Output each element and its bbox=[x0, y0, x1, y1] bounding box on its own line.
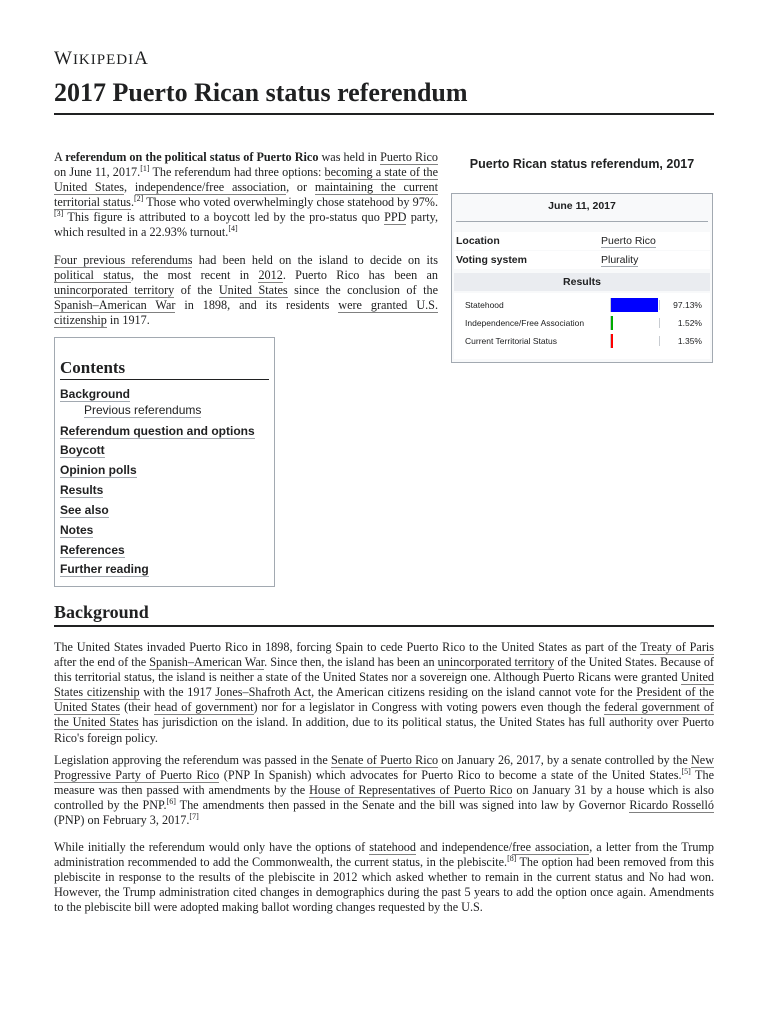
link-political-status[interactable]: political status bbox=[54, 268, 132, 283]
link-spanish-american-war[interactable]: Spanish–American War bbox=[54, 298, 176, 313]
link-senate-of-puerto-rico[interactable]: Senate of Puerto Rico bbox=[330, 753, 439, 767]
link-jones-shafroth-act[interactable]: Jones–Shafroth Act bbox=[215, 685, 312, 700]
toc-item-results[interactable]: Results bbox=[60, 483, 104, 497]
logo-small-caps: IKIPEDI bbox=[72, 52, 135, 68]
infobox-row-location bbox=[454, 232, 710, 250]
link-head-of-government[interactable]: head of government bbox=[154, 700, 254, 715]
lead-paragraph-1: A referendum on the political status of Puerto Rico was held in Puerto Rico on June 11, 2017.[1] The referendum had three options: becoming a state of the United States, independence/free association, or maintaining the current territorial status.[2] Those who voted overwhelmingly chose statehood by 97%.[3] This figure is attributed to a boycott led by the pro-status quo PPD party, which resulted in a 22.93% turnout.[4] bbox=[54, 150, 439, 240]
background-paragraph-1: The United States invaded Puerto Rico in 1898, forcing Spain to cede Puerto Rico to the United States as part of the Treaty of Paris after the end of the Spanish–American War. Since then, the island has been an unincorporated territory of the United States. Because of this territorial status, the island is neither a state of the United States nor a sovereign one. Although Puerto Ricans were granted United States citizenship with the 1917 Jones–Shafroth Act, the American citizens residing on the island cannot vote for the President of the United States (their head of government) nor for a legislator in Congress with voting powers even though the federal government of the United States has jurisdiction on the island. In addition, due to its political status, the United States has full authority over Puerto Rico's foreign policy. bbox=[54, 640, 715, 745]
toc-item-background[interactable]: Background bbox=[60, 387, 131, 401]
infobox-divider bbox=[456, 221, 708, 222]
result-option: Independence/Free Association bbox=[465, 318, 585, 328]
link-president[interactable]: President of the United States bbox=[54, 685, 714, 715]
link-new-progressive-party[interactable]: New Progressive Party of Puerto Rico bbox=[54, 753, 714, 783]
infobox bbox=[451, 156, 713, 346]
link-ppd[interactable]: PPD bbox=[384, 210, 407, 225]
result-row-statehood bbox=[454, 296, 710, 314]
infobox-date: June 11, 2017 bbox=[548, 200, 616, 212]
toc-item-see-also[interactable]: See also bbox=[60, 503, 109, 517]
result-bar bbox=[610, 334, 613, 348]
toc-item-boycott[interactable]: Boycott bbox=[60, 443, 105, 457]
toc-item-previous-referendums[interactable]: Previous referendums bbox=[84, 403, 202, 417]
result-row-independence bbox=[454, 314, 710, 332]
result-bar bbox=[610, 316, 613, 330]
background-paragraph-3: While initially the referendum would only have the options of statehood and independence/free association, a letter from the Trump administration recommended to add the Commonwealth, the current status, in the plebiscite.[8] The option had been removed from this plebiscite in response to the results of the plebiscite in 2012 which asked whether to remain in the current status and No had won. However, the Trump administration cited changes in demographics during the past 5 years to add the option once again. Amendments to the plebiscite bill were adopted making ballot wording changes requested by the U.S. bbox=[54, 840, 715, 915]
link-four-previous-referendums[interactable]: Four previous referendums bbox=[54, 253, 193, 267]
link-2012[interactable]: 2012 bbox=[258, 268, 283, 283]
lead-paragraph-2: Four previous referendums had been held on the island to decide on its political status, the most recent in 2012. Puerto Rico has been an unincorporated territory of the United States since the conclusion of the Spanish–American War in 1898, and its residents were granted U.S. citizenship in 1917. bbox=[54, 253, 439, 328]
toc-item-notes[interactable]: Notes bbox=[60, 523, 94, 537]
section-heading-background: Background bbox=[54, 602, 714, 627]
result-bar bbox=[610, 298, 658, 312]
infobox-row-voting-system bbox=[454, 251, 710, 269]
wikipedia-logo[interactable] bbox=[54, 48, 149, 70]
toc-item-opinion-polls[interactable]: Opinion polls bbox=[60, 463, 137, 477]
background-paragraph-2: Legislation approving the referendum was passed in the Senate of Puerto Rico on January 26, 2017, by a senate controlled by the New Progressive Party of Puerto Rico (PNP In Spanish) which advocates for Puerto Rico to become a state of the United States.[5] The measure was then passed with amendments by the House of Representatives of Puerto Rico on January 31 by a house which is also controlled by the PNP.[6] The amendments then passed in the Senate and the bill was signed into law by Governor Ricardo Rosselló (PNP) on February 3, 2017.[7] bbox=[54, 753, 714, 828]
table-of-contents bbox=[54, 337, 275, 587]
link-free-association[interactable]: free association bbox=[512, 840, 590, 854]
voting-system-value[interactable]: Plurality bbox=[601, 254, 639, 266]
link-spanish-american-war-2[interactable]: Spanish–American War bbox=[149, 655, 265, 670]
infobox-table bbox=[451, 193, 713, 363]
logo-letter-w: W bbox=[54, 48, 73, 69]
link-citizenship[interactable]: were granted U.S. citizenship bbox=[54, 298, 438, 328]
toc-item-references[interactable]: References bbox=[60, 543, 125, 557]
link-treaty-of-paris[interactable]: Treaty of Paris bbox=[640, 640, 715, 654]
results-table bbox=[454, 293, 710, 359]
location-label: Location bbox=[456, 235, 500, 247]
link-becoming-a-state[interactable]: becoming a state of the United States bbox=[54, 165, 438, 195]
link-independence[interactable]: independence/free association bbox=[134, 180, 287, 195]
result-row-current-status bbox=[454, 332, 710, 350]
page-title: 2017 Puerto Rican status referendum bbox=[54, 78, 714, 115]
voting-system-label: Voting system bbox=[456, 254, 527, 266]
link-unincorporated-territory-2[interactable]: unincorporated territory bbox=[437, 655, 555, 670]
toc-heading: Contents bbox=[60, 358, 269, 380]
link-puerto-rico[interactable]: Puerto Rico bbox=[380, 150, 438, 164]
link-us-citizenship[interactable]: United States citizenship bbox=[54, 670, 714, 700]
link-ricardo-rossello[interactable]: Ricardo Rosselló bbox=[629, 798, 714, 813]
logo-letter-a: A bbox=[134, 48, 149, 69]
link-statehood[interactable]: statehood bbox=[369, 840, 416, 854]
result-percent: 1.52% bbox=[659, 318, 702, 328]
results-header: Results bbox=[454, 273, 710, 291]
toc-item-further-reading[interactable]: Further reading bbox=[60, 562, 149, 576]
result-percent: 1.35% bbox=[659, 336, 702, 346]
link-federal-government[interactable]: federal government of the United States bbox=[54, 700, 714, 730]
result-percent: 97.13% bbox=[659, 300, 702, 310]
toc-item-referendum-question[interactable]: Referendum question and options bbox=[60, 424, 255, 438]
result-option: Current Territorial Status bbox=[465, 336, 557, 346]
link-house-of-representatives[interactable]: House of Representatives of Puerto Rico bbox=[309, 783, 513, 798]
link-united-states[interactable]: United States bbox=[218, 283, 288, 298]
link-maintaining[interactable]: maintaining the current territorial status bbox=[54, 180, 438, 210]
link-unincorporated-territory[interactable]: unincorporated territory bbox=[54, 283, 175, 298]
result-option: Statehood bbox=[465, 300, 504, 310]
location-value[interactable]: Puerto Rico bbox=[601, 235, 656, 247]
infobox-caption: Puerto Rican status referendum, 2017 bbox=[469, 157, 695, 171]
